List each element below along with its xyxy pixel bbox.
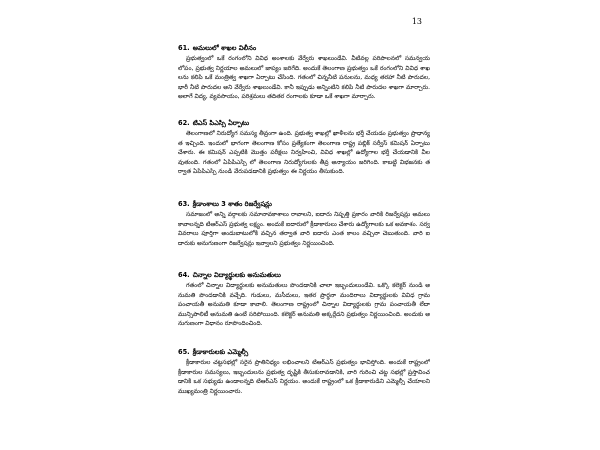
section-number: 64. [178,271,190,279]
section-62 [178,119,430,197]
section-heading [178,200,430,210]
section-63 [178,200,430,268]
section-title: క్రీడాకారులకు ఎమ్మెల్సీ [192,348,249,356]
section-title: టిఎస్ పిఎస్సి ఏర్పాటు [192,119,250,127]
section-heading [178,271,430,281]
section-paragraph: క్రీడాకారుల చట్టసభల్లో సరైన ప్రాతినిధ్యం లభించాలని టిఆర్ఎస్ ప్రభుత్వం భావిస్తోంది. అందుకే రాష్ట్రంలో క్రీడాకారుల సమస్యలు, ఇబ్బందులను ప్రభుత్వ దృష్టికి తీసుకురావడానికి, వారి గురించి చట్ట సభల్లో ప్రస్తావించడానికి ఒక సభ్యుడు ఉండాలన్నది టిఆర్ఎస్ నిర్ణయం. అందుకే రాష్ట్రంలో ఒక క్రీడాకారుడిని ఎమ్మెల్సీ చేయాలని ముఖ్యమంత్రి నిర్ణయించారు. [178,359,430,395]
section-number: 65. [178,348,190,356]
section-paragraph: గతంలో చిన్నాల విద్యార్థులకు అనుమతులు పొందడానికి చాలా ఇబ్బందులుండేవి. ఒక్కొ కలెక్టర్ నుండి అనుమతి పొందడానికి వచ్చేది. గుడులు, మసీదులు, ఇతర ప్రార్థనా మందిరాలు విద్యార్థులకు వివిధ గ్రామ పంచాయతీ అనుమతి కూడా కావాలి. తెలంగాణ రాష్ట్రంలో చిన్నాల విద్యార్థులకు గ్రామ పంచాయతీ లేదా మున్సిపాలిటీ అనుమతి ఉంటే సరిపోయింది. కలెక్టర్ అనుమతి అక్కర్లేదని ప్రభుత్వం నిర్ణయించింది. అందుకు అనుగుణంగా విధానం రూపొందించింది. [178,282,430,328]
section-heading [178,44,430,54]
section-65 [178,348,430,408]
section-title: అమలులో శాఖల విలీనం [192,44,257,52]
section-number: 62. [178,119,190,127]
section-64 [178,271,430,345]
section-number: 63. [178,200,190,208]
section-number: 61. [178,44,190,52]
page-number: 13 [411,17,422,26]
section-61 [178,44,430,116]
section-heading [178,119,430,129]
section-title: చిన్నాల విద్యార్థులకు అనుమతులు [192,271,281,279]
section-paragraph: ప్రభుత్వంలో ఒకే రంగంలోని వివిధ అంశాలకు వేర్వేరు శాఖలుండేవి. వీటివల్ల పరిపాలనలో సమన్వయ లోపం, ప్రభుత్వ నిర్ణయాల అమలులో జాప్యం జరిగేది. అందుకే తెలంగాణ ప్రభుత్వం ఒకే రంగంలోని వివిధ శాఖలను కలిపి ఒకే మంత్రిత్వ శాఖగా ఏర్పాటు చేసింది. గతంలో చిన్ననీటి పనులను, మధ్య తరహా నీటి పారుదల, భారీ నీటి పారుదల అని వేర్వేరు శాఖలుండేవి. కానీ ఇప్పుడు అన్నింటిని కలిపి నీటి పారుదల శాఖగా మార్చారు. అలాగే విద్య, వ్యవసాయం, పరిశ్రమలు తదితర రంగాలకు కూడా ఒకే శాఖగా మార్చారు. [178,55,430,101]
section-title: క్రీడాంశాలు 3 శాతం రిజర్వేషన్లు [192,200,272,208]
section-paragraph: తెలంగాణలో నిరుద్యోగ సమస్య తీవ్రంగా ఉంది. ప్రభుత్వ శాఖల్లో ఖాళీలను భర్తీ చేయడం ప్రభుత్వం ప్రాధాన్యత ఇచ్చింది. ఇందులో భాగంగా తెలంగాణ కోసం ప్రత్యేకంగా తెలంగాణ రాష్ట్ర పబ్లిక్ సర్వీస్ కమిషన్ ఏర్పాటు చేశారు. ఈ కమిషన్ ఎప్పటికి మొత్తం పరీక్షలు నిర్వహించి, వివిధ శాఖల్లో ఉద్యోగాల భర్తీ చేయడానికి వీలవుతుంది. గతంలో ఏపిపిఎస్సి లో తెలంగాణ నిరుద్యోగులకు తీవ్ర అన్యాయం జరిగింది. కాబట్టి విభజనకు తర్వాత ఏపిపిఎస్సి నుండి వేరుపడడానికి ప్రభుత్వం ఈ నిర్ణయం తీసుకుంది. [178,130,430,176]
section-heading [178,348,430,358]
section-paragraph: సమాజంలో అన్ని వర్గాలకు సమానావకాశాలు రావాలని, ఐదారు నిష్పత్తి ప్రకారం వారికి రిజర్వేషన్లు అమలు కావాలన్నది టిఆర్ఎస్ ప్రభుత్వ లక్ష్యం. అందుకే ఐదారులో క్రీడాకారులు చేశారు ఉద్యోగాలకు ఒక అవకాశం. సర్వ వివరాలు పూర్తిగా అందుబాటులోకి వచ్చిన తర్వాత వారి ఐదారు ఎంత కాలం వచ్చినా చెబుతుంది. వారి ఐదారుకు అనుగుణంగా రిజర్వేషన్లు ఇవ్వాలని ప్రభుత్వం నిర్ణయించింది. [178,211,430,247]
page-content [178,44,430,411]
